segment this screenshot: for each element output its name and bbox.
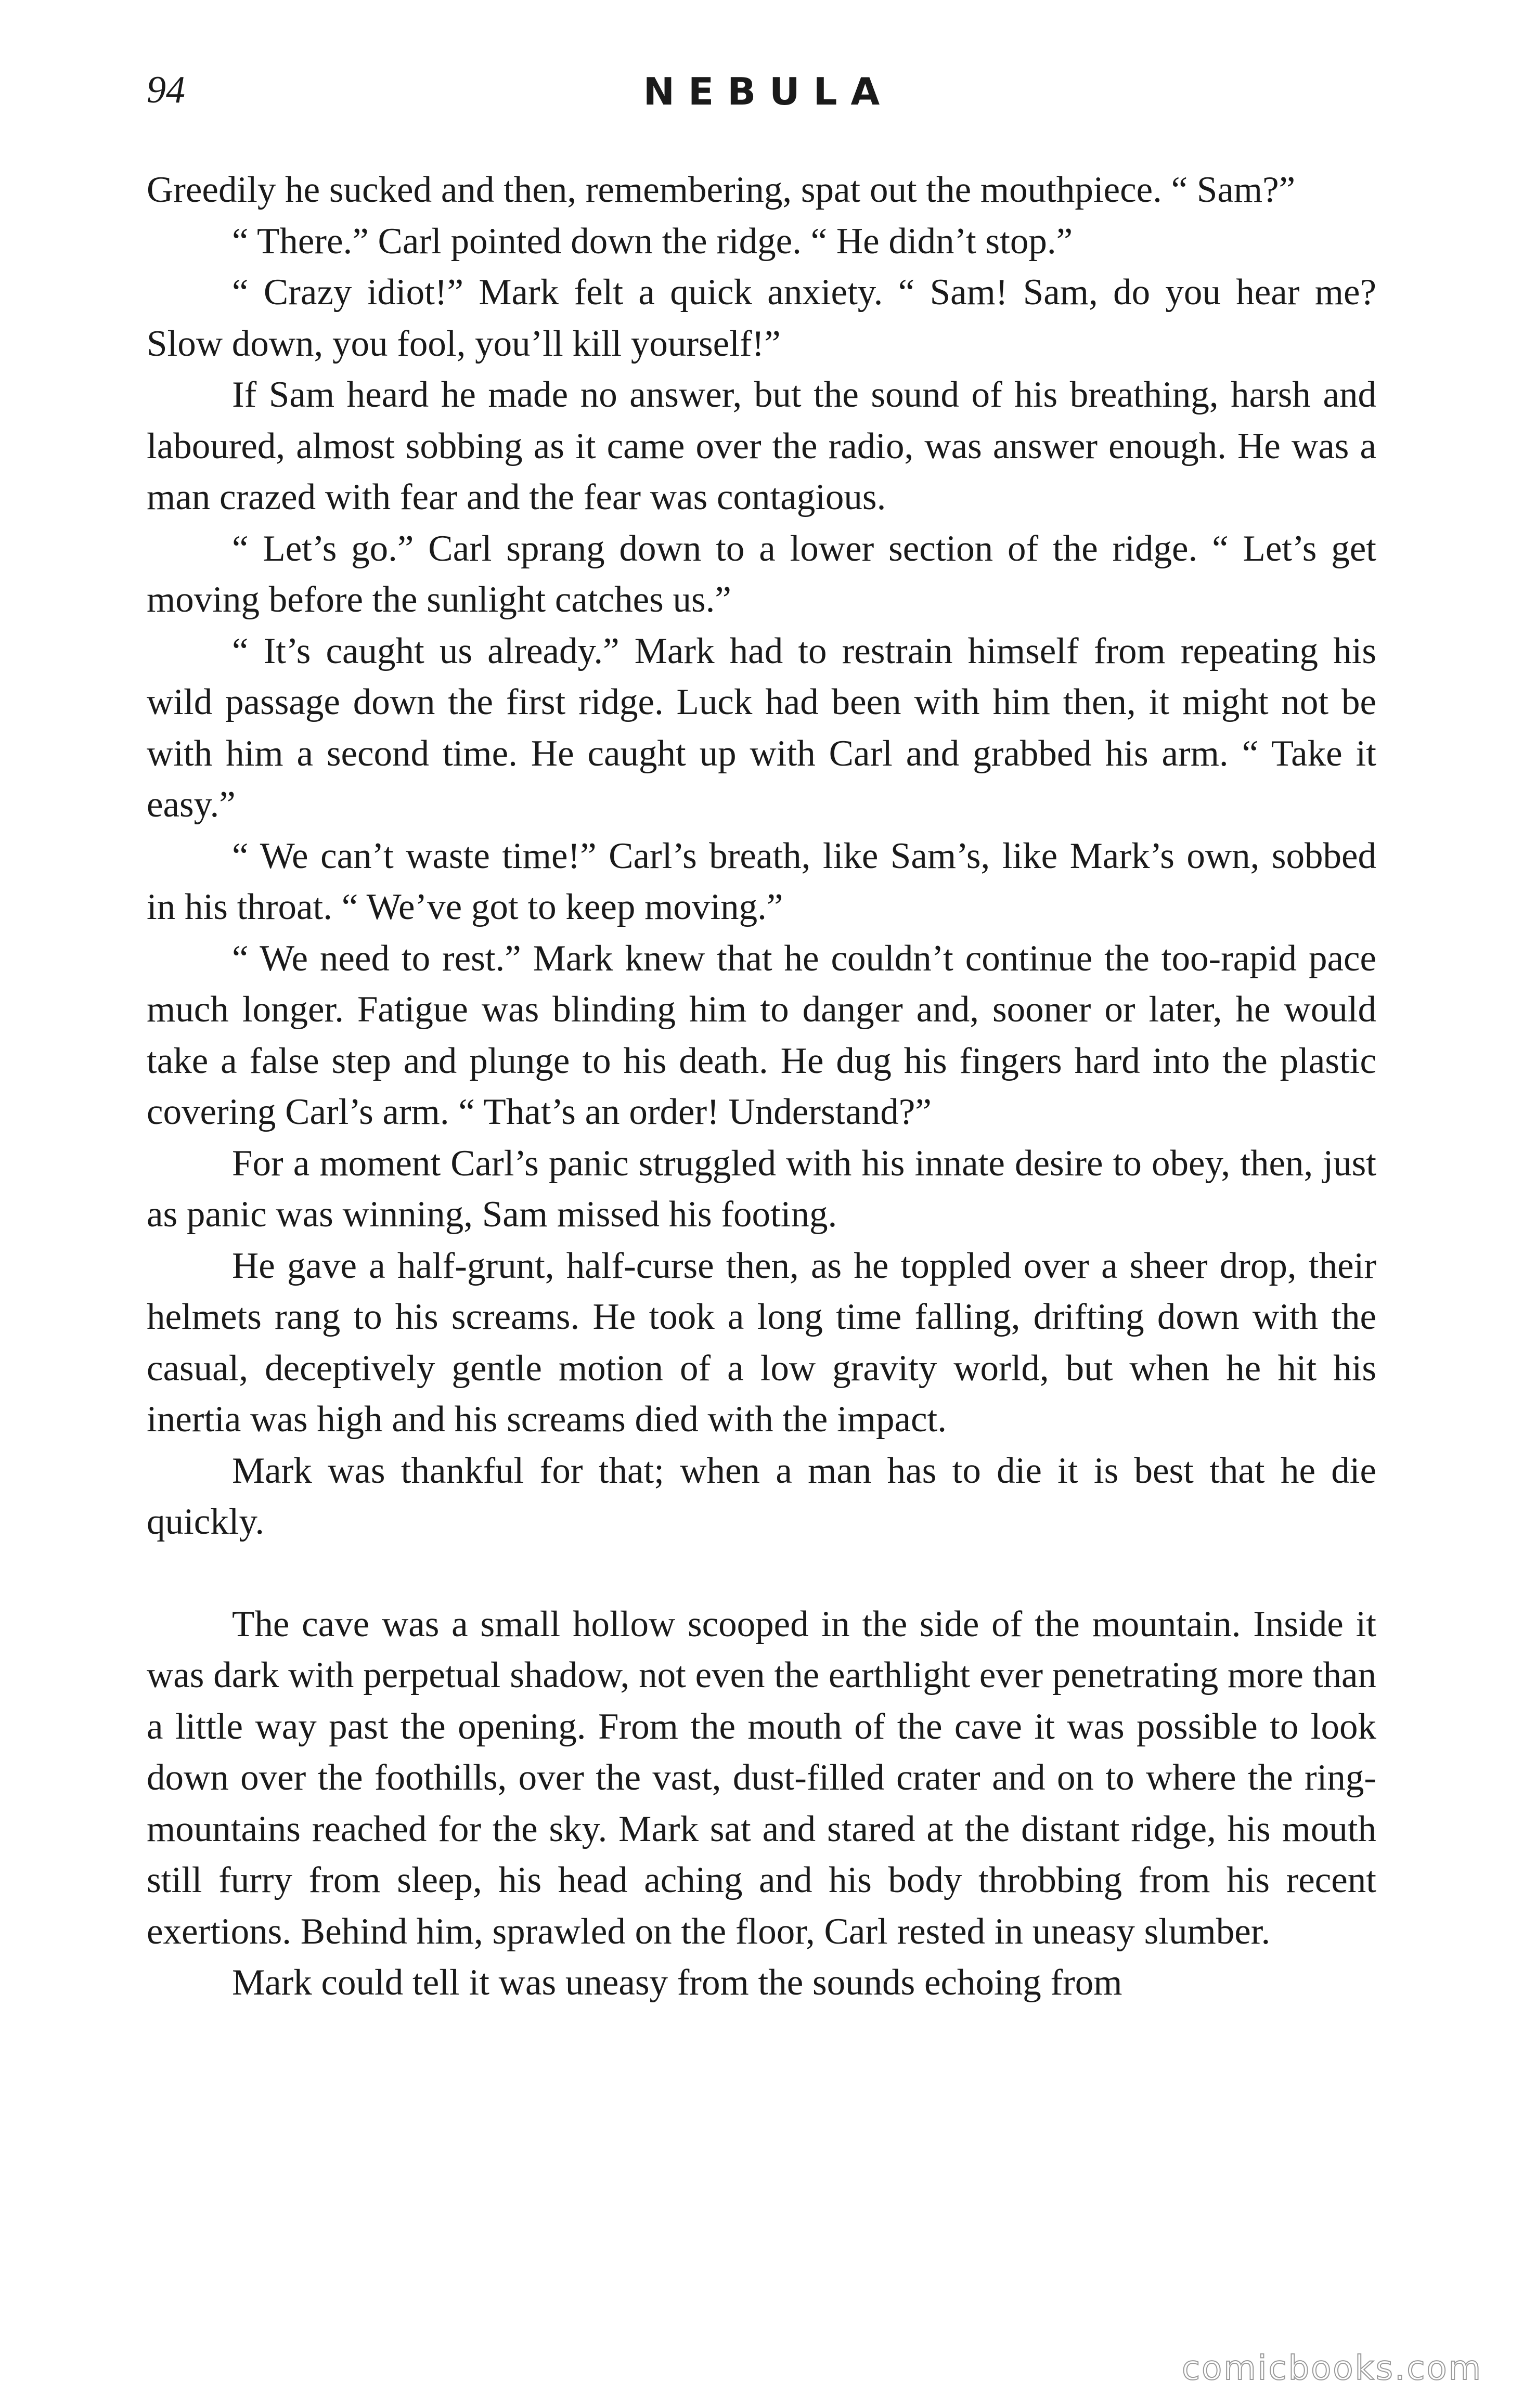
paragraph: “ Crazy idiot!” Mark felt a quick anxiety. “ Sam! Sam, do you hear me? Slow down, you fool, you’ll kill yourself!” [147, 272, 1376, 364]
paragraph: “ There.” Carl pointed down the ridge. “ He didn’t stop.” [232, 221, 1073, 262]
paragraph: He gave a half-grunt, half-curse then, as he toppled over a sheer drop, their helmets rang to his screams. He took a long time falling, drifting down with the casual, deceptively gentle motion of a low gravity world, but when he hit his inertia was high and his screams died with the impact. [147, 1245, 1376, 1440]
body-text [147, 164, 1376, 2009]
paragraph: “ We need to rest.” Mark knew that he couldn’t continue the too-rapid pace much longer. Fatigue was blinding him to danger and, sooner or later, he would take a false step and plunge to his death. He dug his fingers hard into the plastic covering Carl’s arm. “ That’s an order! Understand?” [147, 938, 1376, 1132]
paragraph: “ Let’s go.” Carl sprang down to a lower section of the ridge. “ Let’s get moving before the sunlight catches us.” [147, 528, 1376, 620]
watermark: comicbooks.com [1181, 2349, 1482, 2388]
page-header [147, 61, 1376, 139]
paragraph: Greedily he sucked and then, remembering, spat out the mouthpiece. “ Sam?” [147, 170, 1296, 210]
section-break [147, 1548, 1376, 1599]
page-number: 94 [147, 69, 185, 111]
running-title: NEBULA [643, 70, 894, 113]
paragraph: For a moment Carl’s panic struggled with his innate desire to obey, then, just as panic was winning, Sam missed his footing. [147, 1143, 1376, 1235]
paragraph: Mark was thankful for that; when a man has to die it is best that he die quickly. [147, 1450, 1376, 1542]
paragraph: If Sam heard he made no answer, but the sound of his breathing, harsh and laboured, almost sobbing as it came over the radio, was answer enough. He was a man crazed with fear and the fear was contagious. [147, 374, 1376, 517]
paragraph: “ It’s caught us already.” Mark had to restrain himself from repeating his wild passage down the first ridge. Luck had been with him then, it might not be with him a second time. He caught up with Carl and grabbed his arm. “ Take it easy.” [147, 630, 1376, 825]
paragraph: The cave was a small hollow scooped in the side of the mountain. Inside it was dark with perpetual shadow, not even the earthlight ever penetrating more than a little way past the opening. From the mouth of the cave it was possible to look down over the foothills, over the vast, dust-filled crater and on to where the ring-mountains reached for the sky. Mark sat and stared at the distant ridge, his mouth still furry from sleep, his head aching and his body throbbing from his recent exertions. Behind him, sprawled on the floor, Carl rested in uneasy slumber. [147, 1603, 1376, 1952]
paragraph: “ We can’t waste time!” Carl’s breath, like Sam’s, like Mark’s own, sobbed in his throat. “ We’ve got to keep moving.” [147, 835, 1376, 927]
paragraph: Mark could tell it was uneasy from the sounds echoing from [232, 1962, 1122, 2003]
